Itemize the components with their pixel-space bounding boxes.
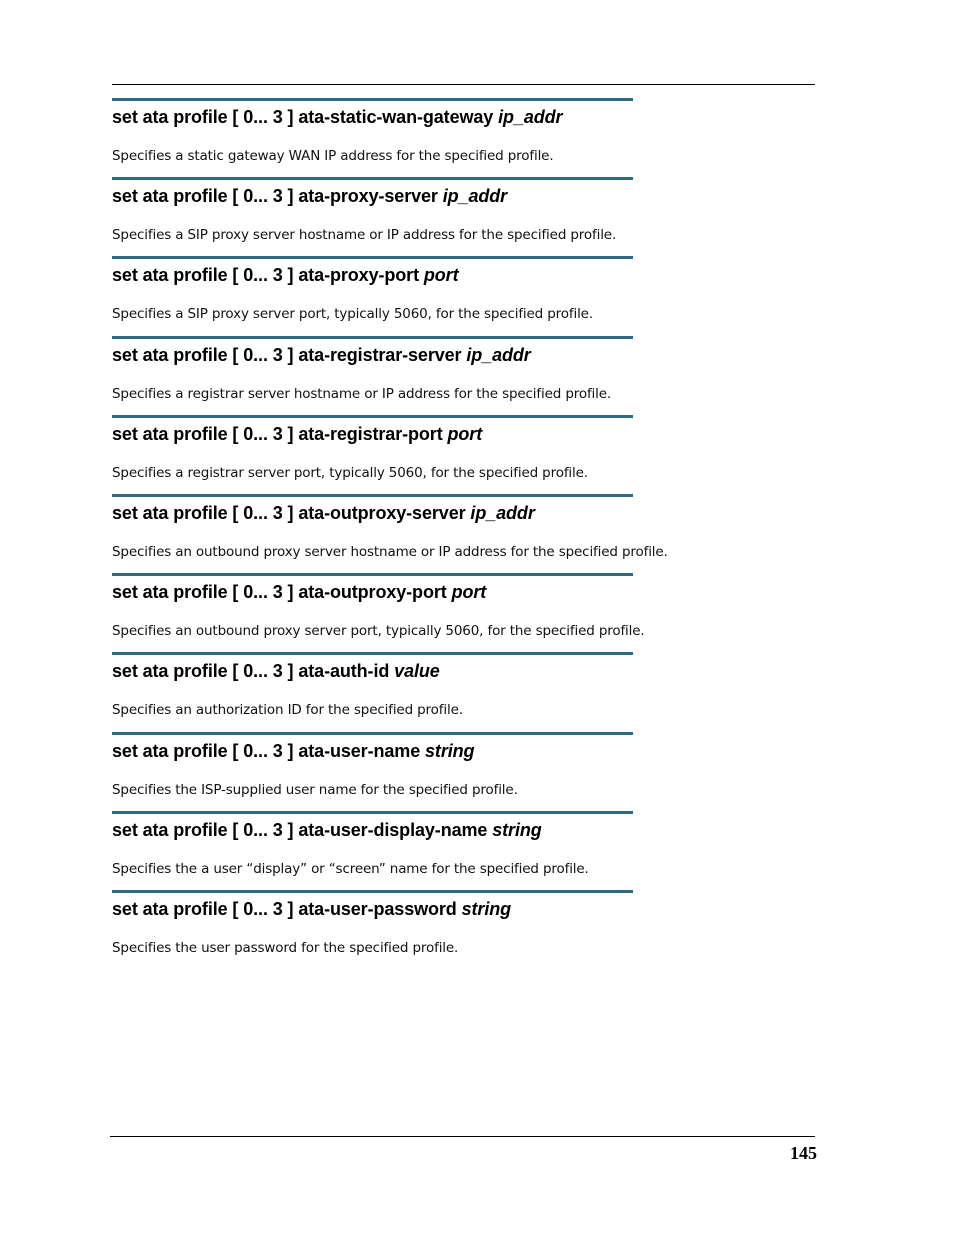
command-text: set ata profile [ 0... 3 ] ata-static-wan-gateway: [112, 107, 499, 127]
command-text: set ata profile [ 0... 3 ] ata-outproxy-server: [112, 502, 471, 523]
section-divider: [112, 177, 633, 180]
command-text: set ata profile [ 0... 3 ] ata-auth-id: [112, 661, 395, 682]
command-entry: [112, 336, 832, 415]
section-divider: [112, 494, 633, 497]
command-entry: [112, 494, 832, 573]
command-description: Specifies the user password for the specified profile.: [112, 939, 459, 956]
command-entry: [112, 415, 832, 494]
command-parameter: string: [425, 740, 475, 761]
command-heading: [112, 503, 535, 524]
command-description: Specifies an outbound proxy server port, typically 5060, for the specified profile.: [112, 623, 645, 640]
header-rule: [112, 84, 815, 85]
section-divider: [112, 98, 633, 101]
command-heading: [112, 661, 440, 682]
command-heading: [112, 186, 507, 207]
command-parameter: port: [451, 582, 487, 603]
command-parameter: ip_addr: [442, 186, 508, 207]
command-heading: [112, 741, 474, 762]
command-heading: [112, 265, 458, 286]
section-divider: [112, 256, 633, 259]
section-divider: [112, 652, 633, 655]
command-parameter: ip_addr: [470, 502, 535, 523]
command-heading: [112, 345, 531, 366]
command-parameter: ip_addr: [498, 107, 563, 127]
command-entry: [112, 98, 832, 177]
command-heading: [112, 107, 562, 128]
command-entry: [112, 890, 832, 969]
command-entry: [112, 652, 832, 731]
command-parameter: port: [423, 265, 459, 286]
command-description: Specifies a static gateway WAN IP address for the specified profile.: [112, 148, 554, 164]
command-heading: [112, 424, 482, 445]
command-description: Specifies an outbound proxy server hostname or IP address for the specified profile.: [112, 543, 668, 560]
section-divider: [112, 811, 633, 814]
command-text: set ata profile [ 0... 3 ] ata-user-display-name: [112, 819, 493, 840]
command-entry: [112, 732, 832, 811]
command-parameter: string: [461, 898, 512, 919]
command-text: set ata profile [ 0... 3 ] ata-user-password: [112, 898, 462, 919]
command-parameter: string: [492, 819, 542, 840]
command-heading: [112, 820, 542, 841]
section-divider: [112, 573, 633, 576]
command-description: Specifies the a user “display” or “screen” name for the specified profile.: [112, 860, 589, 877]
command-entry: [112, 256, 832, 335]
command-text: set ata profile [ 0... 3 ] ata-proxy-port: [112, 265, 424, 286]
command-parameter: ip_addr: [466, 344, 531, 365]
command-heading: [112, 582, 486, 603]
command-description: Specifies the ISP-supplied user name for the specified profile.: [112, 781, 518, 798]
section-divider: [112, 415, 633, 418]
command-list: [112, 98, 832, 969]
section-divider: [112, 890, 633, 893]
command-parameter: port: [447, 423, 483, 444]
command-text: set ata profile [ 0... 3 ] ata-proxy-server: [112, 186, 443, 207]
footer-rule: [110, 1136, 815, 1137]
section-divider: [112, 336, 633, 339]
command-description: Specifies a SIP proxy server port, typically 5060, for the specified profile.: [112, 306, 593, 323]
command-description: Specifies a registrar server hostname or IP address for the specified profile.: [112, 385, 612, 402]
command-description: Specifies an authorization ID for the specified profile.: [112, 702, 463, 719]
page-number: 145: [790, 1143, 817, 1163]
command-entry: [112, 811, 832, 890]
command-text: set ata profile [ 0... 3 ] ata-registrar-server: [112, 344, 467, 365]
command-parameter: value: [394, 661, 440, 682]
command-entry: [112, 177, 832, 256]
command-description: Specifies a SIP proxy server hostname or IP address for the specified profile.: [112, 227, 617, 244]
command-entry: [112, 573, 832, 652]
command-text: set ata profile [ 0... 3 ] ata-outproxy-port: [112, 582, 452, 603]
command-description: Specifies a registrar server port, typically 5060, for the specified profile.: [112, 464, 588, 481]
command-text: set ata profile [ 0... 3 ] ata-registrar-port: [112, 423, 448, 444]
command-text: set ata profile [ 0... 3 ] ata-user-name: [112, 740, 426, 761]
command-heading: [112, 899, 511, 920]
section-divider: [112, 732, 633, 735]
